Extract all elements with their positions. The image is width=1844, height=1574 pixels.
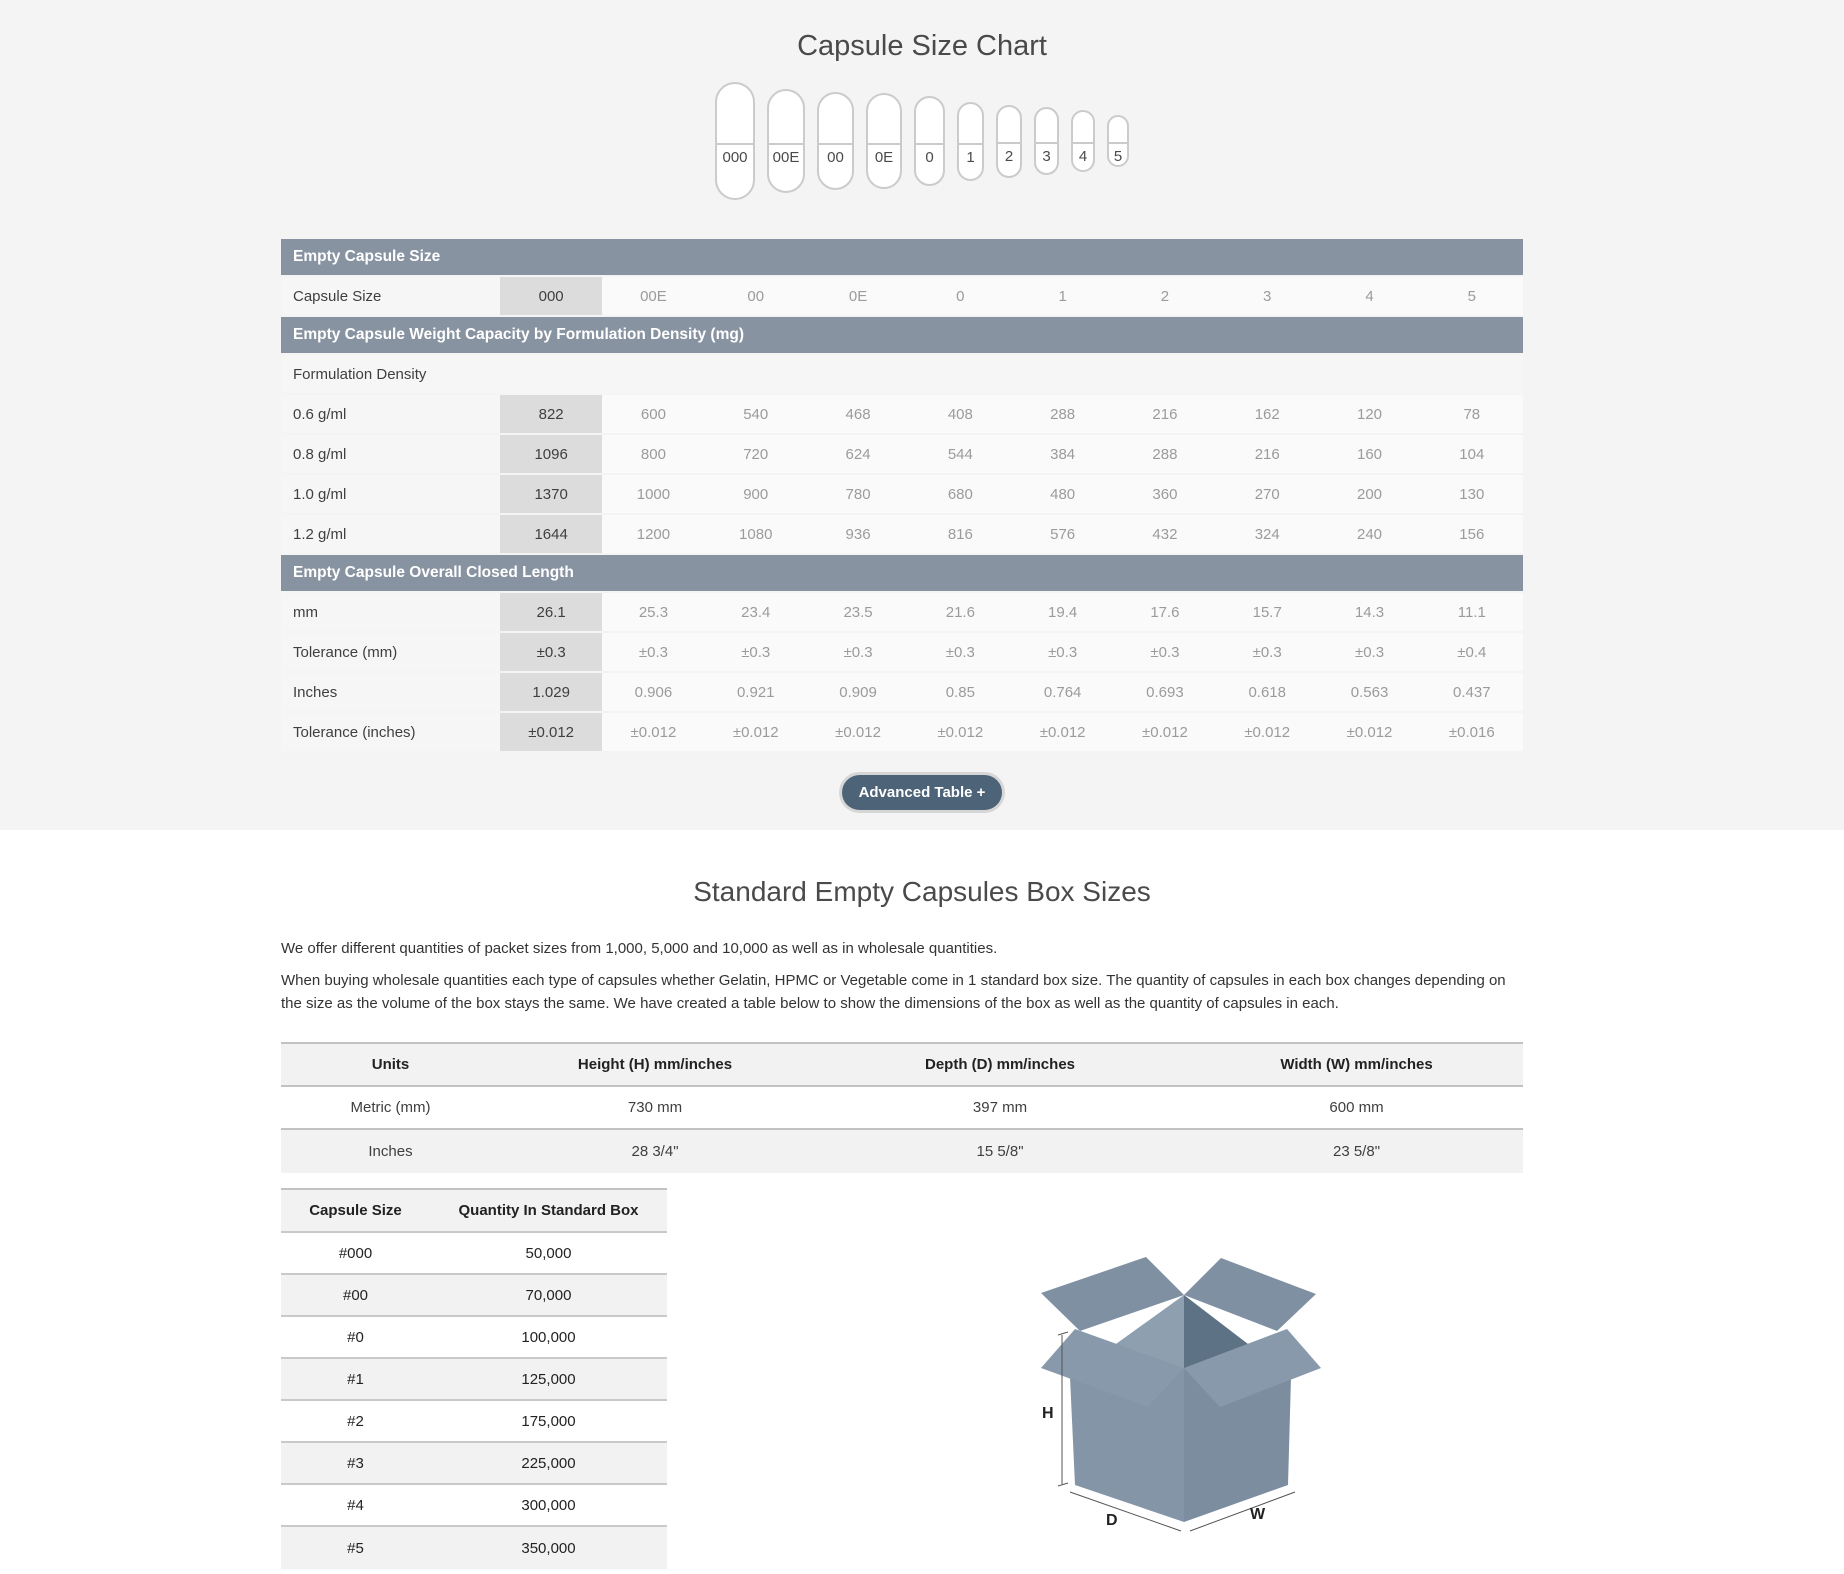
value-cell: 600 — [602, 395, 704, 433]
table-cell: #3 — [347, 1454, 364, 1472]
value-cell: 432 — [1114, 515, 1216, 553]
table-row — [281, 515, 1523, 553]
capsule-illustration-00E — [767, 89, 805, 193]
tick — [1058, 1332, 1068, 1335]
capsule-illustration-1 — [957, 102, 984, 181]
table-cell: 15 5/8" — [976, 1143, 1024, 1160]
value-cell: 160 — [1318, 435, 1420, 473]
wholesale-paragraph: When buying wholesale quantities each type of capsules whether Gelatin, HPMC or Vegetable come in 1 standard box size. The quantity of capsules in each box changes depending on the size as the volume of the box stays the same. We have created a table below to show the dimensions of the box as well as the quantity of capsules in each. — [281, 972, 1506, 1012]
depth-label: D — [1106, 1512, 1118, 1529]
table-cell: 70,000 — [525, 1286, 572, 1304]
page-title: Capsule Size Chart — [797, 30, 1047, 62]
value-cell: 624 — [807, 435, 909, 473]
value-cell: ±0.3 — [1216, 633, 1318, 671]
value-cell: 17.6 — [1114, 593, 1216, 631]
value-cell: 0.437 — [1421, 673, 1523, 711]
value-cell: 216 — [1216, 435, 1318, 473]
table-row — [281, 1443, 667, 1485]
value-cell: 15.7 — [1216, 593, 1318, 631]
capsule-divider-line — [715, 143, 755, 145]
size-column-cell-0[interactable]: 0 — [909, 277, 1011, 315]
capsule-divider-line — [996, 142, 1022, 144]
size-column-cell-000[interactable]: 000 — [500, 277, 602, 315]
table-cell: 28 3/4" — [631, 1143, 679, 1160]
units-header-row — [281, 1044, 1523, 1087]
value-cell: 19.4 — [1011, 593, 1113, 631]
value-cell: ±0.3 — [909, 633, 1011, 671]
capsule-illustration-2 — [996, 105, 1022, 178]
table-cell: #1 — [347, 1370, 364, 1388]
box-illustration — [1018, 1240, 1328, 1540]
size-column-cell-00[interactable]: 00 — [705, 277, 807, 315]
table-cell: #000 — [338, 1244, 373, 1262]
value-cell: 680 — [909, 475, 1011, 513]
row-label: mm — [281, 593, 500, 631]
table-section-header-empty-capsule-size: Empty Capsule Size — [281, 239, 1523, 275]
value-cell: ±0.012 — [602, 713, 704, 751]
size-column-cell-00E[interactable]: 00E — [602, 277, 704, 315]
table-cell: #5 — [347, 1539, 364, 1557]
table-cell: 730 mm — [627, 1099, 683, 1116]
value-cell: 360 — [1114, 475, 1216, 513]
value-cell: ±0.012 — [705, 713, 807, 751]
size-column-cell-1[interactable]: 1 — [1011, 277, 1113, 315]
value-cell: ±0.012 — [500, 713, 602, 751]
table-row — [281, 1401, 667, 1443]
table-row — [281, 713, 1523, 751]
column-header: Capsule Size — [309, 1202, 402, 1219]
table-cell: 600 mm — [1329, 1099, 1384, 1116]
table-cell: 300,000 — [521, 1496, 576, 1514]
table-row — [281, 277, 1523, 315]
table-row — [281, 1087, 1523, 1130]
value-cell: 1080 — [705, 515, 807, 553]
capsule-size-label: 00 — [827, 148, 844, 166]
capsule-divider-line — [866, 143, 902, 145]
value-cell: ±0.3 — [807, 633, 909, 671]
table-cell: Metric (mm) — [350, 1099, 431, 1116]
value-cell: 720 — [705, 435, 807, 473]
tick — [1058, 1483, 1068, 1486]
table-cell: 225,000 — [521, 1454, 576, 1472]
value-cell: 216 — [1114, 395, 1216, 433]
value-cell: ±0.3 — [1318, 633, 1420, 671]
table-row — [281, 1527, 667, 1569]
value-cell: 104 — [1421, 435, 1523, 473]
value-cell: 156 — [1421, 515, 1523, 553]
value-cell: 78 — [1421, 395, 1523, 433]
table-row — [281, 1485, 667, 1527]
size-column-cell-0E[interactable]: 0E — [807, 277, 909, 315]
value-cell: 270 — [1216, 475, 1318, 513]
value-cell: ±0.3 — [1011, 633, 1113, 671]
size-column-cell-5[interactable]: 5 — [1421, 277, 1523, 315]
column-header: Height (H) mm/inches — [577, 1056, 733, 1073]
value-cell: 1096 — [500, 435, 602, 473]
value-cell: 576 — [1011, 515, 1113, 553]
value-cell: ±0.012 — [807, 713, 909, 751]
value-cell: 130 — [1421, 475, 1523, 513]
capsule-illustration-3 — [1034, 107, 1059, 175]
table-row — [281, 673, 1523, 711]
advanced-table-button[interactable]: Advanced Table + — [842, 775, 1003, 810]
value-cell: 1370 — [500, 475, 602, 513]
table-cell: #4 — [347, 1496, 364, 1514]
value-cell: 900 — [705, 475, 807, 513]
row-label: Inches — [281, 673, 500, 711]
value-cell: 0.909 — [807, 673, 909, 711]
row-label: Capsule Size — [281, 277, 500, 315]
value-cell: ±0.012 — [1216, 713, 1318, 751]
size-column-cell-2[interactable]: 2 — [1114, 277, 1216, 315]
value-cell: 23.5 — [807, 593, 909, 631]
value-cell: 25.3 — [602, 593, 704, 631]
table-cell: 350,000 — [521, 1539, 576, 1557]
height-label: H — [1042, 1405, 1054, 1422]
value-cell: 120 — [1318, 395, 1420, 433]
value-cell: ±0.3 — [1114, 633, 1216, 671]
value-cell: 1200 — [602, 515, 704, 553]
capsule-illustration-5 — [1107, 115, 1129, 167]
column-header: Units — [371, 1056, 410, 1073]
table-cell: 23 5/8" — [1332, 1143, 1381, 1160]
capsule-size-label: 2 — [1004, 148, 1014, 166]
value-cell: 936 — [807, 515, 909, 553]
table-cell: 50,000 — [525, 1244, 572, 1262]
column-header: Depth (D) mm/inches — [924, 1056, 1075, 1073]
width-label: W — [1250, 1506, 1266, 1523]
value-cell: 1644 — [500, 515, 602, 553]
capsule-size-label: 1 — [966, 148, 975, 166]
value-cell: ±0.012 — [1011, 713, 1113, 751]
value-cell: 288 — [1011, 395, 1113, 433]
row-label: Tolerance (inches) — [281, 713, 500, 751]
table-cell: 100,000 — [521, 1328, 576, 1346]
value-cell: ±0.3 — [602, 633, 704, 671]
table-row — [281, 355, 1523, 393]
value-cell: 408 — [909, 395, 1011, 433]
value-cell: 26.1 — [500, 593, 602, 631]
value-cell: ±0.4 — [1421, 633, 1523, 671]
capsule-divider-line — [957, 143, 984, 145]
capsule-illustration-00 — [817, 92, 854, 190]
table-row — [281, 633, 1523, 671]
value-cell: 816 — [909, 515, 1011, 553]
value-cell: 1.029 — [500, 673, 602, 711]
row-label: Tolerance (mm) — [281, 633, 500, 671]
table-section-header-closed-length: Empty Capsule Overall Closed Length — [281, 555, 1523, 591]
value-cell: 0.921 — [705, 673, 807, 711]
value-cell: 1000 — [602, 475, 704, 513]
value-cell: 324 — [1216, 515, 1318, 553]
row-label: 1.2 g/ml — [281, 515, 500, 553]
capsule-size-label: 4 — [1078, 148, 1088, 166]
capsule-size-label: 5 — [1113, 147, 1123, 165]
capsule-size-label: 00E — [772, 149, 800, 166]
table-row — [281, 1233, 667, 1275]
table-row — [281, 1275, 667, 1317]
capsule-divider-line — [767, 143, 805, 145]
capsule-illustration-4 — [1071, 110, 1095, 172]
table-row — [281, 435, 1523, 473]
value-cell: 822 — [500, 395, 602, 433]
capsule-illustration-000 — [715, 82, 755, 200]
table-cell: Inches — [368, 1143, 413, 1160]
value-cell: ±0.3 — [705, 633, 807, 671]
value-cell: 0.906 — [602, 673, 704, 711]
value-cell: 162 — [1216, 395, 1318, 433]
value-cell: 23.4 — [705, 593, 807, 631]
table-row — [281, 1130, 1523, 1173]
row-label: 0.8 g/ml — [281, 435, 500, 473]
table-cell: #2 — [347, 1412, 364, 1430]
value-cell: 21.6 — [909, 593, 1011, 631]
value-cell: 0.618 — [1216, 673, 1318, 711]
section-title: Standard Empty Capsules Box Sizes — [693, 876, 1151, 907]
table-row — [281, 593, 1523, 631]
capsule-size-label: 0E — [874, 148, 894, 166]
capsule-size-label: 000 — [722, 149, 748, 167]
column-header: Width (W) mm/inches — [1280, 1056, 1433, 1073]
table-row — [281, 475, 1523, 513]
value-cell: 540 — [705, 395, 807, 433]
table-cell: 175,000 — [521, 1412, 576, 1430]
value-cell: 544 — [909, 435, 1011, 473]
value-cell: 240 — [1318, 515, 1420, 553]
capsule-divider-line — [817, 143, 854, 145]
value-cell: ±0.3 — [500, 633, 602, 671]
table-row — [281, 1317, 667, 1359]
size-column-cell-3[interactable]: 3 — [1216, 277, 1318, 315]
value-cell: ±0.012 — [909, 713, 1011, 751]
value-cell: 0.85 — [909, 673, 1011, 711]
column-header: Quantity In Standard Box — [458, 1202, 639, 1219]
capsule-divider-line — [914, 143, 945, 145]
value-cell: 0.764 — [1011, 673, 1113, 711]
capsule-row — [0, 79, 1844, 203]
value-cell: ±0.012 — [1318, 713, 1420, 751]
table-row — [281, 395, 1523, 433]
value-cell: 0.693 — [1114, 673, 1216, 711]
table-row — [281, 1359, 667, 1401]
value-cell: ±0.016 — [1421, 713, 1523, 751]
capsule-divider-line — [1107, 142, 1129, 144]
table-cell: #0 — [347, 1328, 364, 1346]
value-cell: ±0.012 — [1114, 713, 1216, 751]
table-section-header-weight-capacity: Empty Capsule Weight Capacity by Formulation Density (mg) — [281, 317, 1523, 353]
row-label: 1.0 g/ml — [281, 475, 500, 513]
quantity-header-row — [281, 1190, 667, 1233]
value-cell: 288 — [1114, 435, 1216, 473]
capsule-size-table — [281, 239, 1523, 751]
box-dimensions-table — [281, 1042, 1523, 1173]
capsule-divider-line — [1071, 142, 1095, 144]
table-cell: 125,000 — [521, 1370, 576, 1388]
value-cell: 468 — [807, 395, 909, 433]
capsule-divider-line — [1034, 142, 1059, 144]
table-cell: 397 mm — [972, 1099, 1028, 1116]
value-cell: 480 — [1011, 475, 1113, 513]
row-label: Formulation Density — [281, 355, 1523, 393]
capsule-size-label: 0 — [925, 148, 934, 166]
value-cell: 200 — [1318, 475, 1420, 513]
capsule-size-label: 3 — [1042, 148, 1051, 166]
value-cell: 384 — [1011, 435, 1113, 473]
value-cell: 800 — [602, 435, 704, 473]
row-label: 0.6 g/ml — [281, 395, 500, 433]
box-sizes-section — [0, 830, 1844, 1569]
value-cell: 0.563 — [1318, 673, 1420, 711]
value-cell: 14.3 — [1318, 593, 1420, 631]
capsule-illustration-0 — [914, 96, 945, 186]
capsule-illustration-0E — [866, 93, 902, 189]
quantity-table — [281, 1188, 667, 1569]
size-column-cell-4[interactable]: 4 — [1318, 277, 1420, 315]
value-cell: 780 — [807, 475, 909, 513]
table-cell: #00 — [342, 1286, 369, 1304]
value-cell: 11.1 — [1421, 593, 1523, 631]
intro-paragraph: We offer different quantities of packet sizes from 1,000, 5,000 and 10,000 as well as in wholesale quantities. — [281, 940, 998, 957]
